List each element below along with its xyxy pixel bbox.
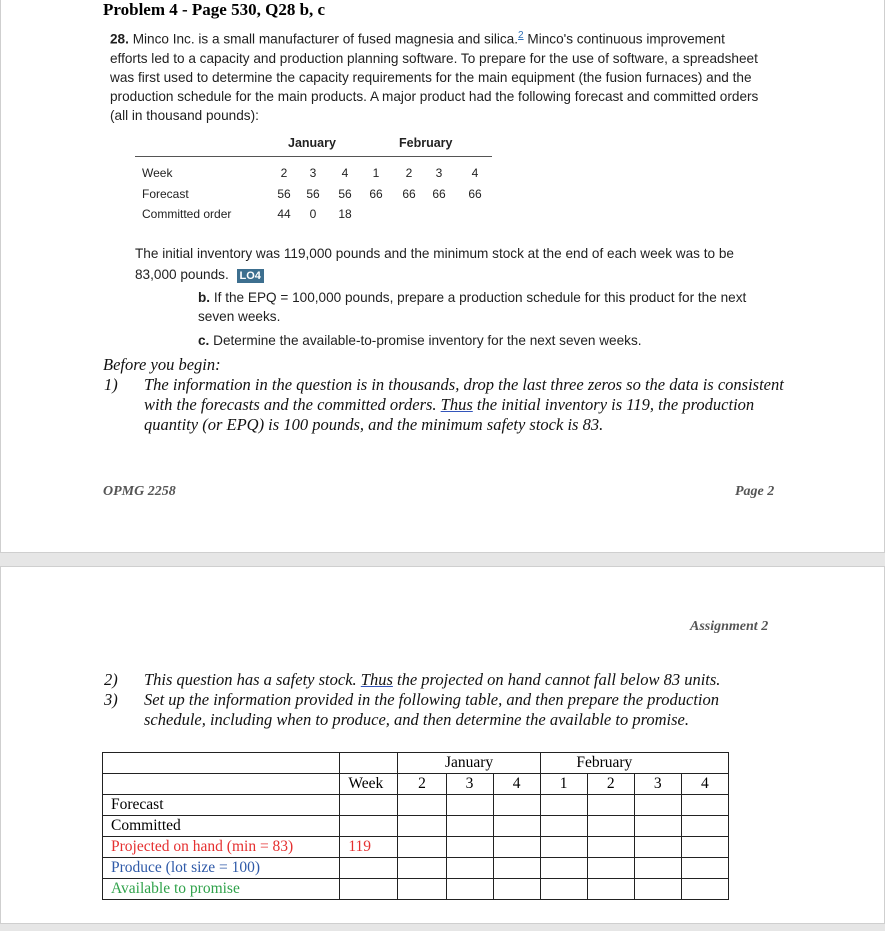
item2-text-a: This question has a safety stock. xyxy=(144,670,361,689)
mps-row xyxy=(103,879,729,900)
item2-text xyxy=(144,670,784,690)
part-c xyxy=(198,331,758,350)
textbook-forecast-cell: 56 xyxy=(306,187,320,201)
question-text-b: Minco's continuous improvement efforts led to a capacity and production planning software. To prepare for the use of software, a spreadsheet was first used to determine the capacity requirements for the main equipment (the fusion furnaces) and the production schedule for the main products. A major product had the following forecast and committed orders (all in thousand pounds): xyxy=(110,31,759,123)
part-c-label: c. xyxy=(198,333,210,348)
mps-entry-cell[interactable] xyxy=(540,795,587,816)
table-month-january: January xyxy=(288,136,336,150)
row-committed-label: Committed order xyxy=(142,207,232,221)
mps-row-label: Available to promise xyxy=(103,879,340,900)
problem-title: Problem 4 - Page 530, Q28 b, c xyxy=(103,0,326,19)
mps-row xyxy=(103,837,729,858)
mps-initial-cell[interactable] xyxy=(340,879,398,900)
mps-entry-cell[interactable] xyxy=(493,837,540,858)
footer-page: Page 2 xyxy=(735,484,775,499)
mps-entry-cell[interactable] xyxy=(587,795,634,816)
row-week-label: Week xyxy=(142,166,173,180)
row-forecast-label: Forecast xyxy=(142,187,189,201)
textbook-forecast-cell: 66 xyxy=(402,187,416,201)
mps-entry-cell[interactable] xyxy=(398,858,446,879)
mps-entry-cell[interactable] xyxy=(493,858,540,879)
textbook-week-cell: 4 xyxy=(341,166,349,180)
mps-blank-cell xyxy=(103,774,340,795)
mps-entry-cell[interactable] xyxy=(587,858,634,879)
question-number: 28. xyxy=(110,31,129,47)
item1-thus: Thus xyxy=(440,395,473,414)
textbook-forecast-cell: 66 xyxy=(369,187,383,201)
mps-entry-cell[interactable] xyxy=(446,795,493,816)
mps-month-january: January xyxy=(398,753,540,774)
item1-text-b: the initial inventory is 119, the production quantity (or EPQ) is 100 pounds, and the minimum safety stock is 83. xyxy=(144,395,755,434)
mps-initial-cell[interactable] xyxy=(340,816,398,837)
mps-entry-cell[interactable] xyxy=(587,816,634,837)
item1-text xyxy=(144,375,784,435)
mps-entry-cell[interactable] xyxy=(446,837,493,858)
mps-entry-cell[interactable] xyxy=(540,858,587,879)
mps-entry-cell[interactable] xyxy=(446,879,493,900)
part-b-label: b. xyxy=(198,290,211,305)
mps-initial-cell[interactable] xyxy=(340,795,398,816)
textbook-week-cell: 4 xyxy=(471,166,479,180)
footer-course: OPMG 2258 xyxy=(103,484,176,499)
mps-entry-cell[interactable] xyxy=(681,816,728,837)
mps-entry-cell[interactable] xyxy=(493,816,540,837)
part-b-text: If the EPQ = 100,000 pounds, prepare a production schedule for this product for the next seven weeks. xyxy=(198,290,747,324)
mps-entry-cell[interactable] xyxy=(634,837,681,858)
mps-entry-cell[interactable] xyxy=(446,816,493,837)
mps-week-label: Week xyxy=(340,774,398,795)
mps-entry-cell[interactable] xyxy=(681,879,728,900)
mps-entry-cell[interactable] xyxy=(398,837,446,858)
before-heading: Before you begin: xyxy=(103,355,221,374)
textbook-week-cell: 3 xyxy=(309,166,317,180)
mps-table xyxy=(102,752,729,900)
mps-entry-cell[interactable] xyxy=(634,879,681,900)
item2-thus: Thus xyxy=(360,670,393,689)
mps-row xyxy=(103,795,729,816)
mps-week-number: 2 xyxy=(398,774,446,795)
mps-entry-cell[interactable] xyxy=(681,858,728,879)
mps-entry-cell[interactable] xyxy=(446,858,493,879)
textbook-forecast-cell: 56 xyxy=(338,187,352,201)
mps-row-label: Committed xyxy=(103,816,340,837)
textbook-forecast-cell: 66 xyxy=(468,187,482,201)
textbook-committed-cell: 18 xyxy=(338,207,352,221)
mps-month-february: February xyxy=(540,753,728,774)
mps-initial-cell[interactable] xyxy=(340,858,398,879)
textbook-committed-cell: 44 xyxy=(277,207,291,221)
inventory-text xyxy=(135,243,760,287)
mps-week-row xyxy=(103,774,729,795)
mps-entry-cell[interactable] xyxy=(493,795,540,816)
mps-row-label: Projected on hand (min = 83) xyxy=(103,837,340,858)
table-divider xyxy=(135,156,492,157)
lo-badge: LO4 xyxy=(237,269,264,283)
table-month-february: February xyxy=(399,136,453,150)
mps-entry-cell[interactable] xyxy=(398,795,446,816)
question-text xyxy=(110,26,760,125)
mps-entry-cell[interactable] xyxy=(634,858,681,879)
mps-row-label: Forecast xyxy=(103,795,340,816)
mps-entry-cell[interactable] xyxy=(540,879,587,900)
mps-body xyxy=(103,795,729,900)
mps-initial-cell[interactable]: 119 xyxy=(340,837,398,858)
mps-blank-cell xyxy=(340,753,398,774)
footnote-link[interactable]: 2 xyxy=(518,30,524,41)
part-b xyxy=(198,288,758,326)
inventory-statement: The initial inventory was 119,000 pounds and the minimum stock at the end of each week was to be 83,000 pounds. xyxy=(135,246,734,282)
mps-week-number: 3 xyxy=(634,774,681,795)
textbook-forecast-cell: 56 xyxy=(277,187,291,201)
mps-entry-cell[interactable] xyxy=(398,879,446,900)
textbook-week-cell: 2 xyxy=(280,166,288,180)
item2-text-b: the projected on hand cannot fall below 83 units. xyxy=(392,670,721,689)
item3-text: Set up the information provided in the following table, and then prepare the production schedule, including when to produce, and then determine the available to promise. xyxy=(144,690,719,729)
mps-entry-cell[interactable] xyxy=(681,837,728,858)
mps-entry-cell[interactable] xyxy=(493,879,540,900)
mps-entry-cell[interactable] xyxy=(681,795,728,816)
item1-number: 1) xyxy=(104,375,118,394)
mps-entry-cell[interactable] xyxy=(587,837,634,858)
mps-entry-cell[interactable] xyxy=(634,795,681,816)
mps-row xyxy=(103,816,729,837)
document-page-2 xyxy=(0,566,885,924)
textbook-forecast-cell: 66 xyxy=(432,187,446,201)
item2-number: 2) xyxy=(104,670,118,689)
item3-number: 3) xyxy=(104,690,118,709)
mps-entry-cell[interactable] xyxy=(587,879,634,900)
mps-entry-cell[interactable] xyxy=(540,837,587,858)
textbook-week-cell: 1 xyxy=(372,166,380,180)
textbook-week-cell: 3 xyxy=(435,166,443,180)
textbook-table xyxy=(135,134,492,229)
mps-entry-cell[interactable] xyxy=(540,816,587,837)
mps-blank-cell xyxy=(103,753,340,774)
question-text-a: Minco Inc. is a small manufacturer of fused magnesia and silica. xyxy=(132,31,519,47)
textbook-committed-cell: 0 xyxy=(309,207,317,221)
part-c-text: Determine the available-to-promise inventory for the next seven weeks. xyxy=(213,333,642,348)
mps-week-number: 1 xyxy=(540,774,587,795)
header-assignment: Assignment 2 xyxy=(690,619,769,634)
item1-text-a: The information in the question is in thousands, drop the last three zeros so the data is consistent with the forecasts and the committed orders. xyxy=(144,375,784,414)
mps-row-label: Produce (lot size = 100) xyxy=(103,858,340,879)
mps-entry-cell[interactable] xyxy=(634,816,681,837)
mps-entry-cell[interactable] xyxy=(398,816,446,837)
mps-week-number: 2 xyxy=(587,774,634,795)
textbook-week-cell: 2 xyxy=(405,166,413,180)
mps-week-number: 4 xyxy=(493,774,540,795)
mps-week-number: 4 xyxy=(681,774,728,795)
mps-row xyxy=(103,858,729,879)
mps-week-number: 3 xyxy=(446,774,493,795)
mps-month-row xyxy=(103,753,729,774)
